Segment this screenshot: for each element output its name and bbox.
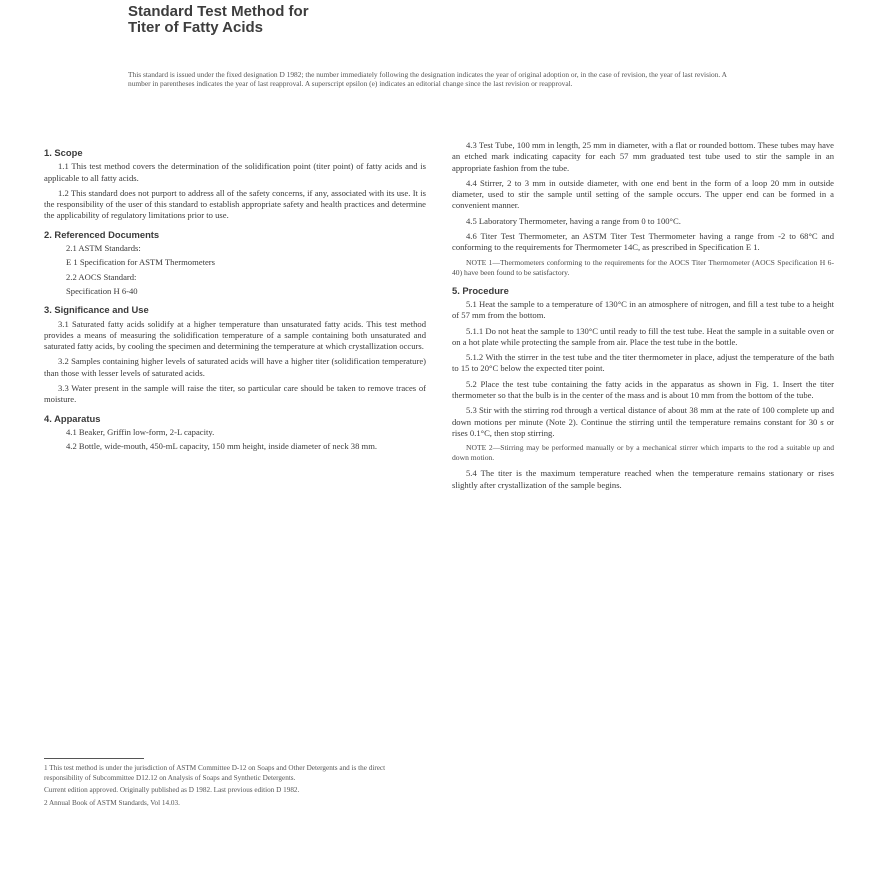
- paragraph-apparatus-4: 4.4 Stirrer, 2 to 3 mm in outside diameter, with one end bent in the form of a loop 20 mm in outside diameter, used to stir the sample until setting of the sample occurs. The upper end can be formed in a convenient manner.: [452, 177, 834, 211]
- paragraph-procedure-1: 5.1 Heat the sample to a temperature of 130°C in an atmosphere of nitrogen, and fill a test tube to a height of 57 mm from the bottom.: [452, 298, 834, 321]
- footnote-2: Current edition approved. Originally published as D 1982. Last previous edition D 1982.: [44, 786, 300, 794]
- paragraph-significance-1: 3.1 Saturated fatty acids solidify at a higher temperature than unsaturated fatty acids. This test method provides a means of measuring the solidification temperature of a sample containing both unsaturated and saturated fatty acids, by cooling the specimen and determining the temperature at which crystallization occurs.: [44, 318, 426, 352]
- designation-note: This standard is issued under the fixed designation D 1982; the number immediately following the designation indicates the year of original adoption or, in the case of revision, the year of last revision. A number in parentheses indicates the year of last reapproval. A superscript epsilon (e) indicates an editorial change since the last revision or reapproval.: [128, 70, 727, 88]
- list-item: E 1 Specification for ASTM Thermometers: [66, 257, 216, 268]
- section-heading-scope: 1. Scope: [44, 147, 83, 158]
- paragraph-scope-2: 1.2 This standard does not purport to address all of the safety concerns, if any, associated with its use. It is the responsibility of the user of this standard to establish appropriate safety and health practices and determine the applicability of regulatory limitations prior to use.: [44, 187, 426, 221]
- paragraph-procedure-6: 5.4 The titer is the maximum temperature reached when the temperature remains stationary or rises slightly after crystallization of the sample begins.: [452, 468, 834, 490]
- section-heading-referenced-documents: 2. Referenced Documents: [44, 228, 160, 240]
- left-column: [44, 140, 426, 456]
- list-item: 2.2 AOCS Standard:: [66, 271, 137, 282]
- list-item: 4.2 Bottle, wide-mouth, 450-mL capacity, 150 mm height, inside diameter of neck 38 mm.: [66, 441, 378, 452]
- list-item: 4.1 Beaker, Griffin low-form, 2-L capacity.: [66, 426, 215, 437]
- footnote-3: 2 Annual Book of ASTM Standards, Vol 14.03.: [44, 798, 180, 807]
- right-column: [452, 140, 834, 495]
- note-2: NOTE 2—Stirring may be performed manually or by a mechanical stirrer which imparts to the rod a suitable up and down motion.: [452, 443, 834, 463]
- footnote-1: 1 This test method is under the jurisdiction of ASTM Committee D-12 on Soaps and Other Detergents and is the direct responsibility of Subcommittee D12.12 on Analysis of Soaps and Synthetic Detergents.: [44, 764, 386, 782]
- paragraph-significance-3: 3.3 Water present in the sample will raise the titer, so particular care should be taken to remove traces of moisture.: [44, 383, 426, 405]
- paragraph-apparatus-3: 4.3 Test Tube, 100 mm in length, 25 mm in diameter, with a flat or rounded bottom. These tubes may have an etched mark indicating capacity for each 57 mm graduated test tube used to stir the sample in an appropriate fashion from the tube.: [452, 140, 834, 173]
- section-heading-apparatus: 4. Apparatus: [44, 412, 101, 424]
- title-line-1: Standard Test Method for: [128, 3, 309, 20]
- paragraph-significance-2: 3.2 Samples containing higher levels of saturated acids will have a higher titer (solidification temperature) than those with lesser levels of saturated acids.: [44, 356, 426, 378]
- note-1: NOTE 1—Thermometers conforming to the requirements for the AOCS Titer Thermometer (AOCS Specification H 6-40) have been found to be satisfactory.: [452, 257, 834, 277]
- paragraph-procedure-4: 5.2 Place the test tube containing the fatty acids in the apparatus as shown in Fig. 1. Insert the titer thermometer so that the bulb is in the center of the mass and is about 10 mm from the bottom of the tube.: [452, 378, 834, 401]
- paragraph-apparatus-6: 4.6 Titer Test Thermometer, an ASTM Titer Test Thermometer having a range from -2 to 68°C and conforming to the requirements for Thermometer 14C, as prescribed in Specification E 1.: [452, 231, 834, 253]
- section-heading-procedure: 5. Procedure: [452, 284, 509, 296]
- document-title: [128, 4, 528, 36]
- paragraph-scope-1: 1.1 This test method covers the determination of the solidification point (titer point) of fatty acids and is applicable to all fatty acids.: [44, 161, 426, 183]
- list-item: 2.1 ASTM Standards:: [66, 243, 141, 254]
- paragraph-procedure-2: 5.1.1 Do not heat the sample to 130°C until ready to fill the test tube. Heat the sample in a suitable oven or on a hot plate while protecting the sample from air. Place the test tube in the bottle.: [452, 325, 834, 347]
- paragraph-procedure-3: 5.1.2 With the stirrer in the test tube and the titer thermometer in place, adjust the temperature of the bath to 15 to 20°C below the expected titer point.: [452, 352, 834, 374]
- footnote-divider: [44, 758, 144, 759]
- section-heading-significance: 3. Significance and Use: [44, 304, 149, 316]
- footnotes: [44, 764, 426, 811]
- paragraph-apparatus-5: 4.5 Laboratory Thermometer, having a range from 0 to 100°C.: [466, 215, 681, 226]
- list-item: Specification H 6-40: [66, 285, 138, 296]
- title-line-2: Titer of Fatty Acids: [128, 19, 264, 36]
- paragraph-procedure-5: 5.3 Stir with the stirring rod through a vertical distance of about 38 mm at the rate of 100 complete up and down motions per minute (Note 2). Continue the stirring until the temperature remains constant for 30 s or rises 0.1°C, then stop stirring.: [452, 405, 834, 438]
